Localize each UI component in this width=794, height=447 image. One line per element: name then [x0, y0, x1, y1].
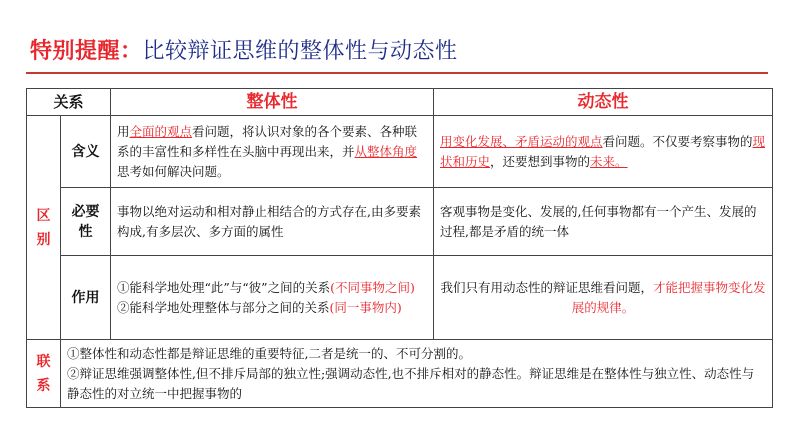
group-label-link	[27, 340, 61, 408]
dynamic-necessity-cell: 客观事物是变化、发展的,任何事物都有一个产生、发展的过程,都是矛盾的统一体	[434, 188, 773, 256]
row-label	[61, 188, 111, 256]
table-row	[27, 256, 773, 340]
function-item	[117, 298, 427, 318]
row-label: 含义	[61, 116, 111, 188]
text-span: 看问题。不仅要考察事物的	[602, 133, 753, 149]
group-label-link-text: 联系	[36, 353, 51, 394]
comparison-table	[26, 88, 773, 408]
group-label-difference	[27, 116, 61, 340]
title-divider	[26, 72, 768, 74]
text-span: 我们只有用动态性的辩证思维看问题，	[440, 279, 654, 295]
function-item	[117, 278, 427, 298]
header-dynamic: 动态性	[434, 89, 773, 116]
dynamic-function-cell	[434, 256, 773, 340]
highlight-span: 才能把握事物变化发展的规律。	[571, 279, 766, 315]
table-row	[27, 188, 773, 256]
text-span: ，还要想到事物的	[490, 153, 591, 169]
whole-necessity-cell: 事物以绝对运动和相对静止相结合的方式存在,由多要素构成,有多层次、多方面的属性	[111, 188, 434, 256]
highlight-span: (不同事物之间)	[330, 279, 415, 295]
header-whole: 整体性	[111, 89, 434, 116]
title-text: 比较辩证思维的整体性与动态性	[142, 39, 458, 64]
title-label: 特别提醒：	[30, 39, 143, 64]
page-title	[30, 34, 458, 65]
header-relation: 关系	[27, 89, 111, 116]
table-row	[27, 116, 773, 188]
highlight-span: 未来。	[590, 153, 628, 169]
text-span: ①能科学地处理“此”与“彼”之间的关系	[117, 279, 331, 295]
highlight-span: 用变化发展、矛盾运动的观点	[440, 133, 603, 149]
highlight-span: 从整体角度	[354, 143, 418, 159]
row-label: 作用	[61, 256, 111, 340]
highlight-span: (同一事物内)	[329, 299, 402, 315]
link-item: ①整体性和动态性都是辩证思维的重要特征,二者是统一的、不可分割的。	[67, 345, 471, 361]
text-span: ②能科学地处理整体与部分之间的关系	[117, 299, 330, 315]
link-item: ②辩证思维强调整体性,但不排斥局部的独立性;强调动态性,也不排斥相对的静态性。辩证思维是在整体性与独立性、动态性与静态性的对立统一中把握事物的	[67, 365, 755, 401]
whole-function-cell	[111, 256, 434, 340]
link-cell	[61, 340, 773, 408]
text-span: 看问题，将认识对象的各个要素、各种联系的丰富性和多样性在头脑中再现出来，并	[117, 123, 418, 159]
table-row	[27, 340, 773, 408]
row-label-text: 必要性	[71, 203, 100, 240]
highlight-span: 全面的观点	[129, 123, 193, 139]
group-label-difference-text: 区别	[36, 207, 51, 248]
table-header-row	[27, 89, 773, 116]
whole-meaning-cell	[111, 116, 434, 188]
dynamic-meaning-cell	[434, 116, 773, 188]
highlight-span: 现状和历史	[440, 133, 766, 169]
text-span: 用	[117, 123, 130, 139]
text-span: 思考如何解决问题。	[117, 163, 230, 179]
